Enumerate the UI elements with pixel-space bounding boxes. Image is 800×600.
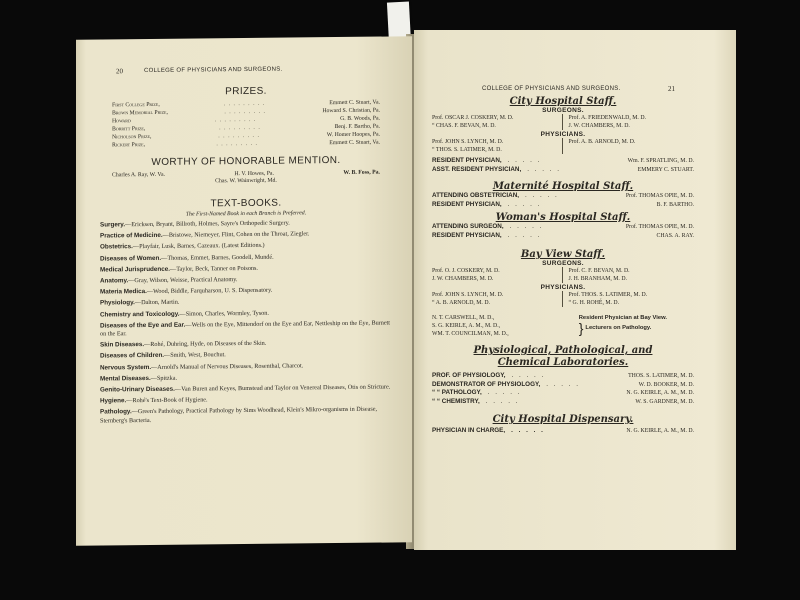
- honorable-name: Charles A. Ray, W. Va.: [112, 171, 165, 179]
- staff-role-row: [432, 398, 694, 407]
- staff-role: RESIDENT PHYSICIAN,: [432, 157, 502, 164]
- leader-dots: . . . . . . . . .: [216, 140, 258, 148]
- staff-left: Prof. OSCAR J. COSKERY, M. D.: [432, 114, 563, 122]
- page-number-right: 21: [668, 85, 675, 93]
- textbook-books: —Arnold's Manual of Nervous Diseases, Rosenthal, Charcot.: [151, 362, 304, 371]
- prize-row: [112, 139, 380, 150]
- staff-name: EMMERY C. STUART.: [637, 166, 694, 173]
- staff-name: W. D. BOOKER, M. D.: [638, 381, 694, 388]
- city-physicians: [432, 138, 694, 154]
- leader-dots: . . . . .: [525, 192, 559, 199]
- open-booklet: [28, 16, 768, 556]
- staff-right: Prof. C. F. BEVAN, M. D.: [568, 268, 630, 274]
- staff-name: B. F. BARTHO.: [656, 201, 694, 208]
- prize-name: Rickert Prize,: [112, 142, 146, 149]
- staff-row: [432, 138, 694, 146]
- prize-winner: Emmett C. Stuart, Va.: [329, 139, 380, 147]
- prize-winner: Emmett C. Stuart, Va.: [329, 99, 380, 107]
- staff-row: [432, 275, 694, 283]
- brace-glyph: }: [578, 320, 584, 336]
- textbook-subject: Mental Diseases.: [100, 374, 151, 383]
- right-page: [414, 30, 736, 550]
- staff-row: [432, 299, 694, 307]
- textbook-subject: Medical Jurisprudence.: [100, 265, 170, 274]
- staff-role: RESIDENT PHYSICIAN,: [432, 200, 502, 208]
- textbook-subject: Skin Diseases.: [100, 341, 145, 349]
- dispensary-name: N. G. KEIRLE, A. M., M. D.: [626, 428, 694, 434]
- maternity-rows: [432, 192, 694, 209]
- staff-right: Prof. A. FRIEDENWALD, M. D.: [568, 115, 646, 121]
- staff-name: THOS. S. LATIMER, M. D.: [628, 373, 694, 379]
- city-hospital-title: City Hospital Staff.: [509, 96, 617, 107]
- city-surgeons-label: SURGEONS.: [542, 107, 584, 114]
- textbook-books: —Dalton, Martin.: [134, 299, 180, 307]
- staff-right: [563, 146, 695, 154]
- textbook-books: —Green's Pathology, Practical Pathology by Sims Woodhead, Klein's Mikro-organisms in Disease, Sternberg's Bacteria.: [100, 406, 378, 425]
- staff-name: Prof. THOMAS OPIE, M. D.: [625, 224, 694, 230]
- running-head-left: COLLEGE OF PHYSICIANS AND SURGEONS.: [144, 66, 283, 75]
- textbook-subject: Hygiene.: [100, 397, 127, 405]
- staff-left: Prof. O. J. COSKERY, M. D.: [432, 267, 563, 275]
- textbook-list: [100, 218, 392, 425]
- textbook-books: —Simon, Charles, Wormley, Tyson.: [179, 309, 269, 318]
- womans-title: Woman's Hospital Staff.: [495, 212, 631, 223]
- labs-rows: [432, 372, 694, 406]
- staff-right: Prof. A. B. ARNOLD, M. D.: [568, 139, 636, 145]
- textbook-books: —Van Buren and Keyes, Bumstead and Taylor on Venereal Diseases, Otis on Stricture.: [174, 383, 391, 393]
- bay-surgeons: [432, 267, 694, 283]
- leader-dots: . . . . .: [511, 427, 545, 434]
- textbook-subject: Diseases of the Eye and Ear.: [100, 321, 186, 330]
- prize-winner: Benj. F. Bartho, Pa.: [334, 123, 380, 131]
- staff-role-row: [432, 157, 694, 166]
- staff-role-row: [432, 372, 694, 381]
- staff-role: DEMONSTRATOR OF PHYSIOLOGY,: [432, 380, 541, 388]
- prize-name: Howard: [112, 118, 131, 125]
- staff-left: Prof. JOHN S. LYNCH, M. D.: [432, 291, 563, 299]
- staff-role-row: [432, 381, 694, 390]
- textbook-books: —Thomas, Emmet, Barnes, Goodell, Mundé.: [161, 253, 274, 262]
- textbook-books: —Rohé's Text-Book of Hygiene.: [126, 396, 208, 405]
- textbook-books: —Rohé, Duhring, Hyde, on Diseases of the Skin.: [144, 340, 267, 349]
- prize-name: Nicholson Prize,: [112, 133, 152, 141]
- textbook-entry: [100, 406, 392, 425]
- bay-physicians-label: PHYSICIANS.: [540, 284, 586, 291]
- dispensary-title: City Hospital Dispensary.: [492, 414, 634, 425]
- textbooks-note: The First-Named Book in each Branch is Preferred.: [185, 210, 307, 218]
- staff-right: Prof. THOS. S. LATIMER, M. D.: [568, 292, 648, 298]
- textbook-subject: Pathology.: [100, 408, 132, 416]
- bay-resident-name: WM. T. COUNCILMAN, M. D.,: [432, 331, 509, 337]
- staff-role: RESIDENT PHYSICIAN,: [432, 231, 502, 239]
- prizes-title: PRIZES.: [225, 85, 267, 98]
- textbook-entry: [100, 350, 392, 361]
- page-number-left: 20: [116, 67, 123, 76]
- staff-name: Prof. THOMAS OPIE, M. D.: [625, 193, 694, 199]
- honorable-title: WORTHY OF HONORABLE MENTION.: [151, 154, 341, 168]
- staff-row: [432, 122, 694, 130]
- leader-dots: . . . . .: [487, 389, 522, 396]
- right-page-content: [432, 96, 694, 436]
- textbook-entry: [100, 263, 392, 274]
- dispensary-role: PHYSICIAN IN CHARGE,: [432, 427, 506, 434]
- prize-winner: G. B. Woods, Pa.: [340, 115, 380, 122]
- leader-dots: . . . . .: [527, 165, 561, 173]
- textbook-subject: Physiology.: [100, 299, 135, 307]
- staff-row: [432, 114, 694, 122]
- textbook-entry: [100, 339, 392, 350]
- textbook-books: —Bristowe, Niemeyer, Flint, Cohen on the Throat, Ziegler.: [162, 230, 310, 240]
- staff-role: ASST. RESIDENT PHYSICIAN,: [432, 165, 522, 173]
- staff-name: Wm. F. SPRATLING, M. D.: [627, 158, 694, 164]
- prize-name: First College Prize,: [112, 101, 160, 109]
- staff-role: PROF. OF PHYSIOLOGY,: [432, 372, 506, 379]
- textbook-entry: [100, 395, 392, 406]
- textbook-subject: Surgery.: [100, 221, 126, 229]
- leader-dots: . . . . . . . . .: [223, 100, 266, 108]
- staff-role-row: [432, 192, 694, 201]
- textbook-entry: [100, 241, 392, 252]
- leader-dots: . . . . .: [507, 157, 542, 164]
- staff-right: J. H. BRANHAM, M. D.: [568, 276, 627, 282]
- textbook-books: —Wells on the Eye, Mittendorf on the Eye and Ear, Nettleship on the Eye, Burnett on the Ear.: [100, 319, 390, 338]
- prize-winner: W. Homer Hoopes, Pa.: [326, 131, 380, 139]
- textbook-subject: Nervous System.: [100, 363, 152, 372]
- textbook-books: —Taylor, Beck, Tanner on Poisons.: [170, 264, 258, 273]
- leader-dots: . . . . .: [509, 223, 544, 230]
- textbook-entry: [100, 361, 392, 372]
- bay-resident-name: S. G. KEIRLE, A. M., M. D.,: [432, 323, 501, 329]
- leader-dots: . . . . . . . . .: [224, 108, 266, 116]
- city-surgeons: [432, 114, 694, 130]
- leader-dots: . . . . .: [485, 397, 520, 405]
- textbook-entry: [100, 252, 392, 263]
- prize-name: Borritt Prize,: [112, 126, 146, 133]
- leader-dots: . . . . .: [511, 372, 546, 379]
- textbook-subject: Genito-Urinary Diseases.: [100, 385, 175, 394]
- staff-name: CHAS. A. RAY.: [656, 232, 694, 239]
- leader-dots: . . . . . . . . .: [214, 116, 257, 124]
- prize-name: Brown Memorial Prize,: [112, 109, 168, 117]
- honorable-name: W. B. Foss, Pa.: [343, 169, 380, 176]
- textbooks-title: TEXT-BOOKS.: [210, 197, 282, 210]
- textbook-entry: [100, 297, 392, 308]
- leader-dots: . . . . .: [546, 380, 580, 388]
- textbook-books: —Wood, Biddle, Farquharson, U. S. Dispensatory.: [146, 286, 273, 296]
- bay-resident-note: Resident Physician at Bay View.: [578, 315, 667, 321]
- staff-left: “ CHAS. F. BEVAN, M. D.: [432, 122, 563, 130]
- staff-role-row: [432, 232, 694, 241]
- textbook-subject: Diseases of Women.: [100, 254, 162, 263]
- staff-role-row: [432, 223, 694, 232]
- prize-winner: Howard S. Christian, Pa.: [322, 107, 380, 115]
- staff-row: [432, 267, 694, 275]
- staff-role: “ “ PATHOLOGY,: [432, 389, 482, 396]
- staff-role: “ “ CHEMISTRY,: [432, 397, 480, 405]
- leader-dots: . . . . . . . . .: [218, 132, 260, 140]
- leader-dots: . . . . .: [507, 200, 542, 208]
- city-physicians-label: PHYSICIANS.: [540, 131, 586, 138]
- textbook-entry: [100, 308, 392, 319]
- textbook-subject: Diseases of Children.: [100, 352, 165, 360]
- staff-left: J. W. CHAMBERS, M. D.: [432, 275, 563, 283]
- staff-role-row: [432, 389, 694, 398]
- bay-resident-name: N. T. CARSWELL, M. D.,: [432, 315, 495, 321]
- staff-left: Prof. JOHN S. LYNCH, M. D.: [432, 138, 563, 146]
- textbook-entry: [100, 372, 392, 383]
- maternity-title: Maternité Hospital Staff.: [492, 181, 634, 192]
- prizes-section: [106, 85, 386, 150]
- staff-left: “ THOS. S. LATIMER, M. D.: [432, 146, 563, 154]
- textbooks-section: [100, 196, 392, 428]
- prize-list: [106, 99, 386, 150]
- bay-residents: [432, 314, 694, 338]
- textbook-books: —Spitzka.: [150, 374, 178, 382]
- textbook-entry: [100, 230, 392, 241]
- textbook-entry: [100, 319, 392, 338]
- leader-dots: . . . . . . . . .: [219, 124, 261, 132]
- textbook-entry: [100, 286, 392, 297]
- staff-name: W. S. GARDNER, M. D.: [635, 398, 694, 405]
- womans-rows: [432, 223, 694, 240]
- textbook-entry: [100, 274, 392, 285]
- textbook-subject: Obstetrics.: [100, 243, 133, 251]
- staff-right: J. W. CHAMBERS, M. D.: [568, 123, 630, 129]
- staff-name: N. G. KEIRLE, A. M., M. D.: [626, 390, 694, 396]
- city-resident: [432, 157, 694, 174]
- staff-role: ATTENDING SURGEON,: [432, 223, 504, 230]
- honorable-name: H. V. Howes, Pa.: [234, 170, 274, 178]
- textbook-books: —Gray, Wilson, Weisse, Practical Anatomy.: [128, 276, 238, 285]
- bay-view-title: Bay View Staff.: [520, 249, 606, 260]
- staff-row: [432, 291, 694, 299]
- textbook-books: —Smith, West, Bouchut.: [164, 351, 226, 360]
- textbook-subject: Practice of Medicine.: [100, 232, 163, 240]
- honorable-section: [106, 155, 386, 186]
- textbook-subject: Materia Medica.: [100, 288, 147, 296]
- staff-right: “ G. H. ROHÉ, M. D.: [568, 300, 620, 306]
- bay-lecturer-note: Lecturers on Pathology.: [585, 325, 652, 331]
- textbook-books: —Playfair, Lusk, Barnes, Cazeaux. (Latest Editions.): [132, 242, 265, 251]
- running-head-right: COLLEGE OF PHYSICIANS AND SURGEONS.: [482, 86, 621, 92]
- leader-dots: . . . . .: [507, 231, 542, 239]
- bay-physicians: [432, 291, 694, 307]
- staff-role: ATTENDING OBSTETRICIAN,: [432, 192, 519, 199]
- staff-left: “ A. B. ARNOLD, M. D.: [432, 299, 563, 307]
- textbook-entry: [100, 218, 392, 229]
- textbook-subject: Anatomy.: [100, 277, 129, 285]
- staff-row: [432, 146, 694, 154]
- textbook-entry: [100, 383, 392, 394]
- bay-surgeons-label: SURGEONS.: [542, 260, 584, 267]
- textbook-subject: Chemistry and Toxicology.: [100, 310, 180, 319]
- labs-title: Physiological, Pathological, and Chemical Laboratories.: [473, 345, 653, 368]
- textbook-books: —Ericksen, Bryant, Billroth, Holmes, Sayre's Orthopedic Surgery.: [125, 219, 290, 229]
- dispensary-row: [432, 427, 694, 436]
- staff-role-row: [432, 166, 694, 175]
- honorable-name: Chas. W. Wainwright, Md.: [215, 177, 277, 185]
- staff-role-row: [432, 201, 694, 210]
- left-page: [76, 36, 412, 546]
